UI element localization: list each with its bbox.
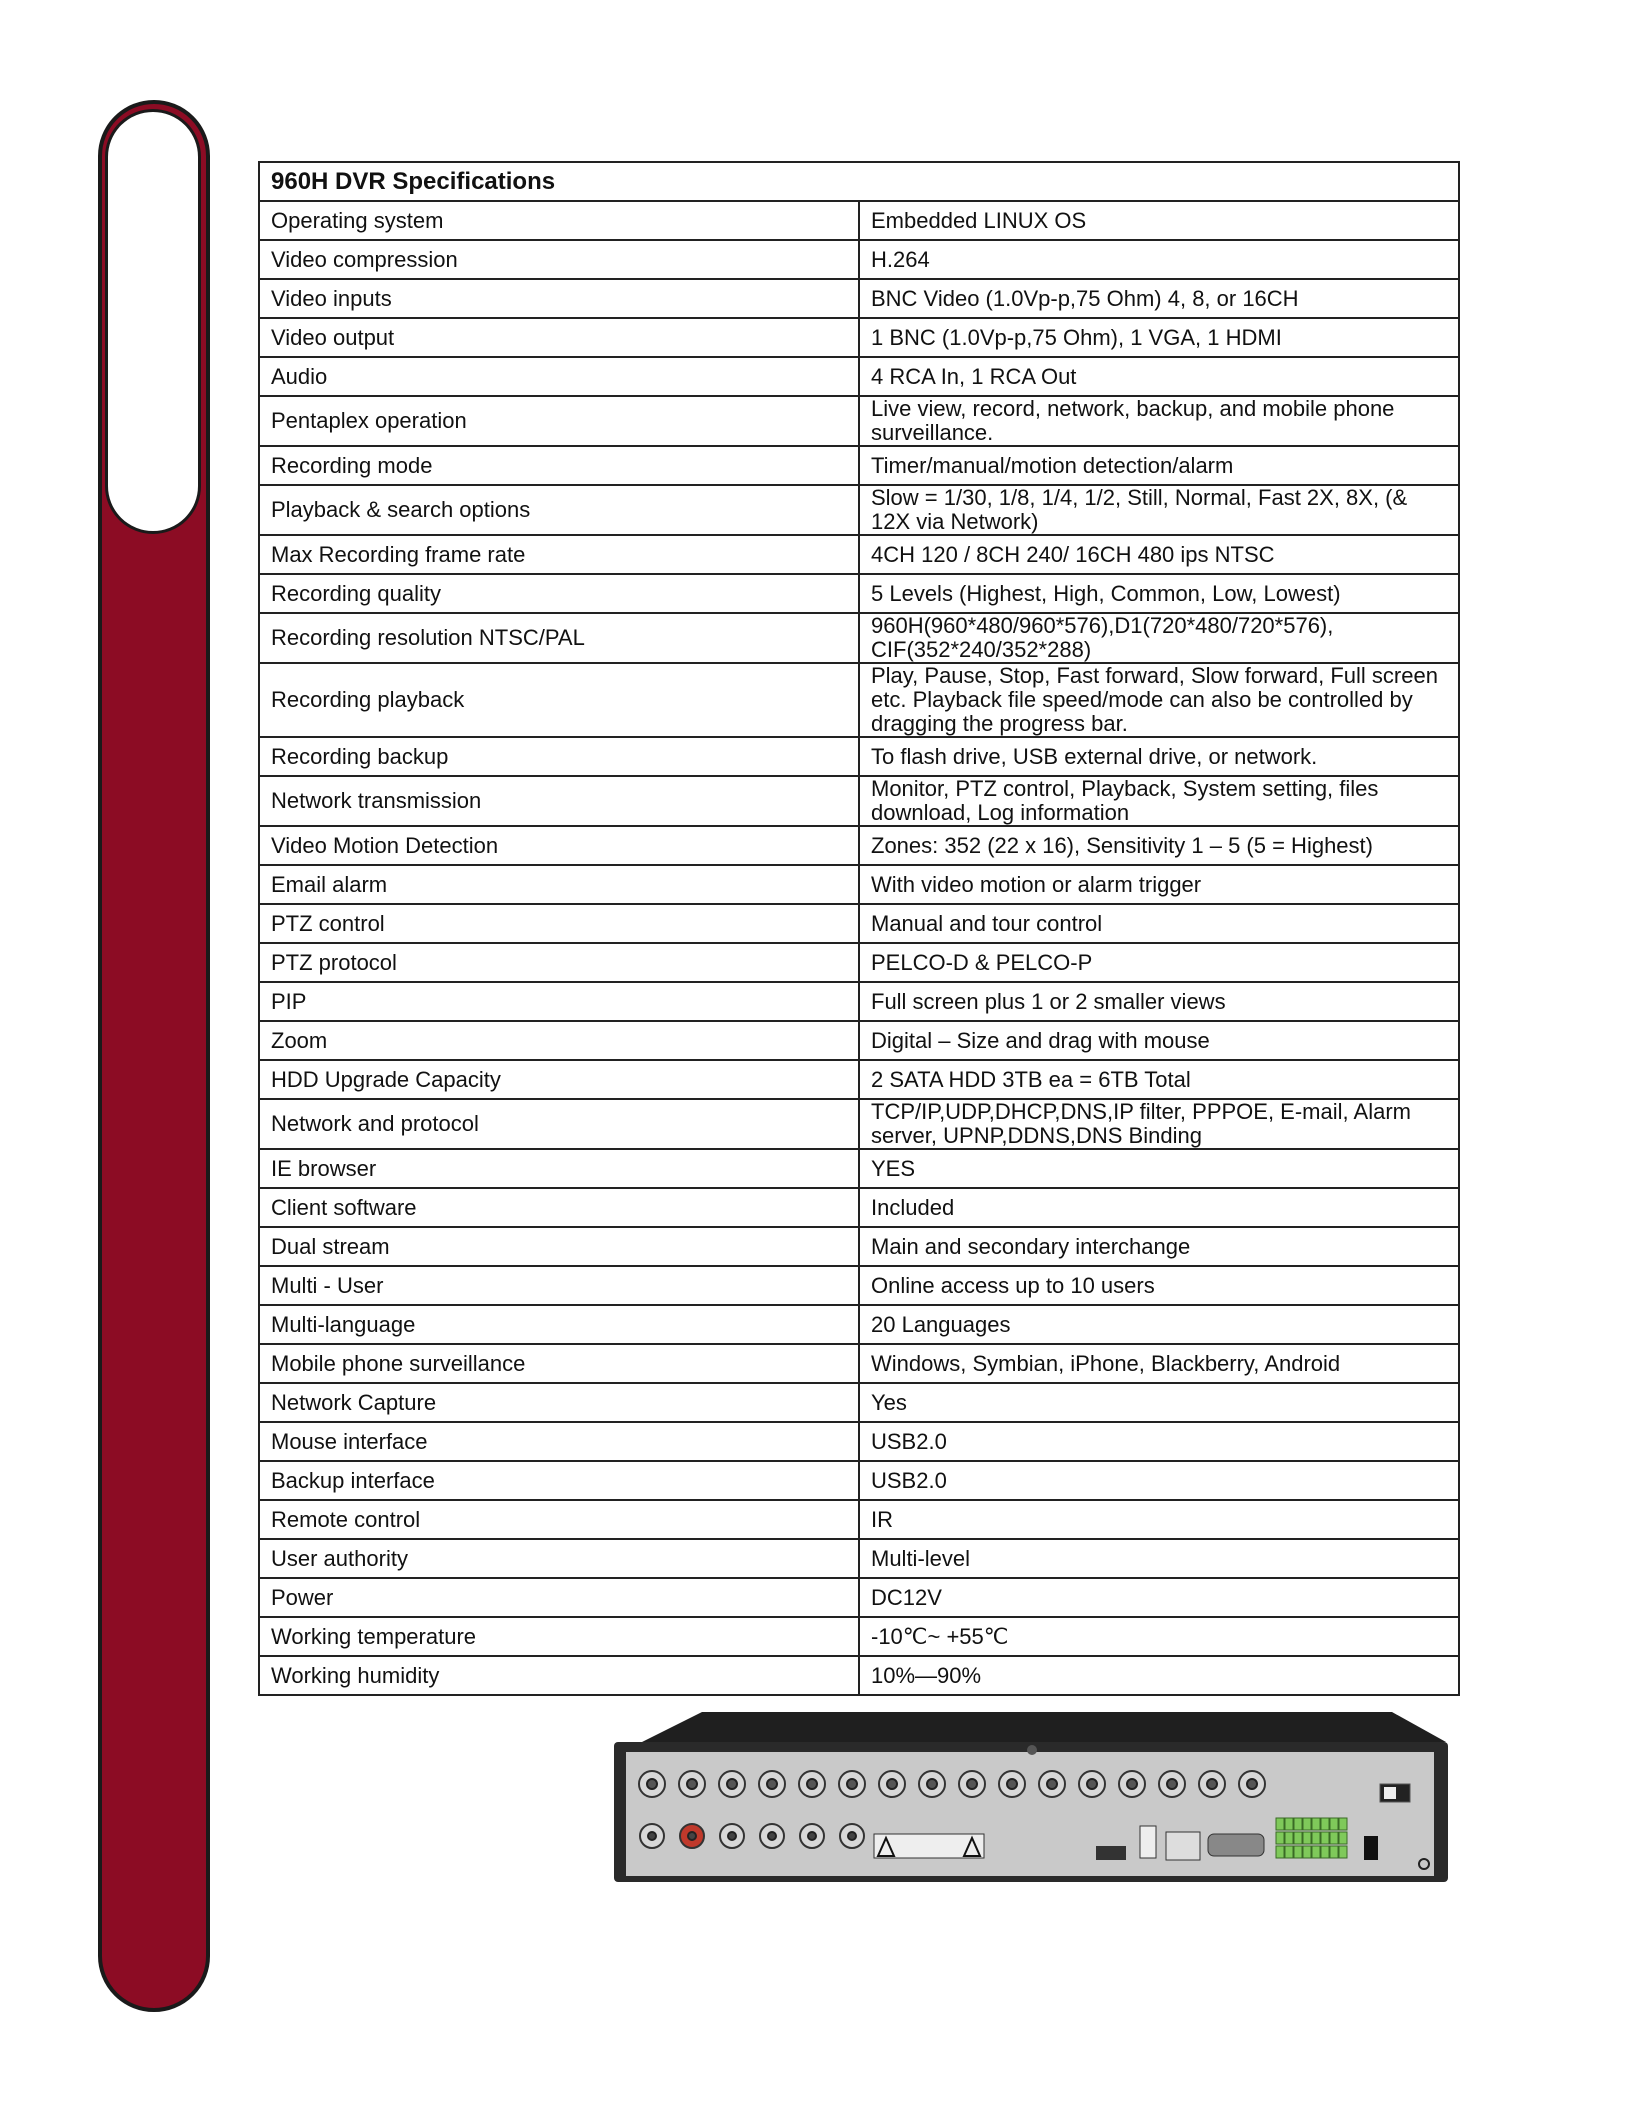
table-row bbox=[259, 574, 1459, 613]
spec-value: Main and secondary interchange bbox=[859, 1227, 1459, 1266]
spec-value: Included bbox=[859, 1188, 1459, 1227]
spec-label: Mobile phone surveillance bbox=[259, 1344, 859, 1383]
table-row bbox=[259, 1149, 1459, 1188]
table-row bbox=[259, 396, 1459, 446]
spec-label: Max Recording frame rate bbox=[259, 535, 859, 574]
spec-value: Online access up to 10 users bbox=[859, 1266, 1459, 1305]
spec-value: Zones: 352 (22 x 16), Sensitivity 1 – 5 (5 = Highest) bbox=[859, 826, 1459, 865]
bnc-connector-pin bbox=[1047, 1779, 1057, 1789]
table-row bbox=[259, 446, 1459, 485]
spec-value: TCP/IP,UDP,DHCP,DNS,IP filter, PPPOE, E-mail, Alarm server, UPNP,DDNS,DNS Binding bbox=[859, 1099, 1459, 1149]
hdmi-port bbox=[1096, 1846, 1126, 1860]
table-row bbox=[259, 1422, 1459, 1461]
vga-port bbox=[1208, 1834, 1264, 1856]
terminal-pin bbox=[1294, 1832, 1302, 1844]
rca-connector-pin bbox=[728, 1832, 736, 1840]
table-row bbox=[259, 485, 1459, 535]
spec-value: Yes bbox=[859, 1383, 1459, 1422]
table-row bbox=[259, 1021, 1459, 1060]
table-row bbox=[259, 737, 1459, 776]
table-row bbox=[259, 826, 1459, 865]
spec-label: Video inputs bbox=[259, 279, 859, 318]
terminal-pin bbox=[1276, 1832, 1284, 1844]
table-row bbox=[259, 663, 1459, 737]
terminal-pin bbox=[1285, 1818, 1293, 1830]
table-row bbox=[259, 1227, 1459, 1266]
lan-port bbox=[1166, 1832, 1200, 1860]
dvr-rear-panel-image bbox=[612, 1708, 1450, 1886]
table-row bbox=[259, 1500, 1459, 1539]
spec-label: Network Capture bbox=[259, 1383, 859, 1422]
table-row bbox=[259, 1188, 1459, 1227]
terminal-pin bbox=[1312, 1846, 1320, 1858]
spec-label: Recording resolution NTSC/PAL bbox=[259, 613, 859, 663]
table-row bbox=[259, 776, 1459, 826]
spec-value: Multi-level bbox=[859, 1539, 1459, 1578]
terminal-pin bbox=[1339, 1818, 1347, 1830]
spec-label: Dual stream bbox=[259, 1227, 859, 1266]
terminal-pin bbox=[1321, 1846, 1329, 1858]
table-row bbox=[259, 1617, 1459, 1656]
usb-port bbox=[1140, 1826, 1156, 1858]
spec-label: PTZ control bbox=[259, 904, 859, 943]
spec-value: Manual and tour control bbox=[859, 904, 1459, 943]
side-bar-window bbox=[105, 109, 201, 534]
spec-label: PIP bbox=[259, 982, 859, 1021]
spec-value: With video motion or alarm trigger bbox=[859, 865, 1459, 904]
spec-label: Working temperature bbox=[259, 1617, 859, 1656]
table-row bbox=[259, 904, 1459, 943]
table-row bbox=[259, 1099, 1459, 1149]
bnc-connector-pin bbox=[927, 1779, 937, 1789]
table-row bbox=[259, 1344, 1459, 1383]
alarm-terminal-block bbox=[1276, 1818, 1347, 1858]
terminal-pin bbox=[1312, 1818, 1320, 1830]
rca-connector-pin bbox=[808, 1832, 816, 1840]
table-row bbox=[259, 535, 1459, 574]
bnc-connector-pin bbox=[1087, 1779, 1097, 1789]
spec-label: Recording backup bbox=[259, 737, 859, 776]
spec-label: Mouse interface bbox=[259, 1422, 859, 1461]
dvr-lid bbox=[642, 1712, 1446, 1742]
spec-value: Full screen plus 1 or 2 smaller views bbox=[859, 982, 1459, 1021]
table-row bbox=[259, 279, 1459, 318]
spec-value: 4CH 120 / 8CH 240/ 16CH 480 ips NTSC bbox=[859, 535, 1459, 574]
table-row bbox=[259, 240, 1459, 279]
table-row bbox=[259, 1539, 1459, 1578]
terminal-pin bbox=[1312, 1832, 1320, 1844]
bnc-connector-pin bbox=[647, 1779, 657, 1789]
terminal-pin bbox=[1330, 1832, 1338, 1844]
table-row bbox=[259, 1578, 1459, 1617]
table-row bbox=[259, 1383, 1459, 1422]
spec-label: Video Motion Detection bbox=[259, 826, 859, 865]
table-row bbox=[259, 1461, 1459, 1500]
bnc-connector-pin bbox=[967, 1779, 977, 1789]
table-row bbox=[259, 943, 1459, 982]
spec-value: 10%—90% bbox=[859, 1656, 1459, 1695]
spec-label: Video output bbox=[259, 318, 859, 357]
terminal-pin bbox=[1321, 1818, 1329, 1830]
spec-value: Monitor, PTZ control, Playback, System setting, files download, Log information bbox=[859, 776, 1459, 826]
table-row bbox=[259, 1266, 1459, 1305]
spec-label: Recording quality bbox=[259, 574, 859, 613]
spec-label: Video compression bbox=[259, 240, 859, 279]
spec-value: 5 Levels (Highest, High, Common, Low, Lowest) bbox=[859, 574, 1459, 613]
table-row bbox=[259, 982, 1459, 1021]
table-row bbox=[259, 613, 1459, 663]
spec-label: Recording mode bbox=[259, 446, 859, 485]
spec-label: Zoom bbox=[259, 1021, 859, 1060]
spec-value: Windows, Symbian, iPhone, Blackberry, Android bbox=[859, 1344, 1459, 1383]
spec-label: Playback & search options bbox=[259, 485, 859, 535]
terminal-pin bbox=[1294, 1846, 1302, 1858]
power-switch-toggle bbox=[1384, 1787, 1396, 1799]
spec-value: 2 SATA HDD 3TB ea = 6TB Total bbox=[859, 1060, 1459, 1099]
spec-label: User authority bbox=[259, 1539, 859, 1578]
spec-value: DC12V bbox=[859, 1578, 1459, 1617]
spec-table bbox=[258, 161, 1460, 1696]
spec-value: H.264 bbox=[859, 240, 1459, 279]
bnc-connector-pin bbox=[1207, 1779, 1217, 1789]
bnc-connector-pin bbox=[847, 1779, 857, 1789]
spec-value: BNC Video (1.0Vp-p,75 Ohm) 4, 8, or 16CH bbox=[859, 279, 1459, 318]
spec-label: Network and protocol bbox=[259, 1099, 859, 1149]
bnc-connector-pin bbox=[1167, 1779, 1177, 1789]
terminal-pin bbox=[1276, 1846, 1284, 1858]
terminal-pin bbox=[1276, 1818, 1284, 1830]
terminal-pin bbox=[1303, 1846, 1311, 1858]
rca-connector-pin bbox=[768, 1832, 776, 1840]
terminal-pin bbox=[1330, 1818, 1338, 1830]
terminal-pin bbox=[1294, 1818, 1302, 1830]
spec-value: Digital – Size and drag with mouse bbox=[859, 1021, 1459, 1060]
spec-label: Working humidity bbox=[259, 1656, 859, 1695]
spec-value: USB2.0 bbox=[859, 1422, 1459, 1461]
spec-label: Operating system bbox=[259, 201, 859, 240]
spec-value: Slow = 1/30, 1/8, 1/4, 1/2, Still, Normal, Fast 2X, 8X, (& 12X via Network) bbox=[859, 485, 1459, 535]
bnc-connector-pin bbox=[767, 1779, 777, 1789]
spec-label: Multi - User bbox=[259, 1266, 859, 1305]
spec-label: HDD Upgrade Capacity bbox=[259, 1060, 859, 1099]
spec-label: Email alarm bbox=[259, 865, 859, 904]
bnc-connector-pin bbox=[687, 1779, 697, 1789]
rca-connector-pin bbox=[688, 1832, 696, 1840]
spec-label: IE browser bbox=[259, 1149, 859, 1188]
terminal-pin bbox=[1285, 1846, 1293, 1858]
rca-connector-pin bbox=[848, 1832, 856, 1840]
spec-value: USB2.0 bbox=[859, 1461, 1459, 1500]
spec-value: PELCO-D & PELCO-P bbox=[859, 943, 1459, 982]
terminal-pin bbox=[1303, 1818, 1311, 1830]
terminal-pin bbox=[1321, 1832, 1329, 1844]
bnc-connector-pin bbox=[1247, 1779, 1257, 1789]
terminal-pin bbox=[1285, 1832, 1293, 1844]
spec-label: Network transmission bbox=[259, 776, 859, 826]
table-row bbox=[259, 357, 1459, 396]
terminal-pin bbox=[1339, 1846, 1347, 1858]
center-screw bbox=[1027, 1745, 1037, 1755]
table-row bbox=[259, 1060, 1459, 1099]
table-row bbox=[259, 1305, 1459, 1344]
spec-label: Client software bbox=[259, 1188, 859, 1227]
table-row bbox=[259, 865, 1459, 904]
rca-connector-pin bbox=[648, 1832, 656, 1840]
terminal-pin bbox=[1339, 1832, 1347, 1844]
spec-label: Multi-language bbox=[259, 1305, 859, 1344]
bnc-connector-pin bbox=[887, 1779, 897, 1789]
spec-value: 960H(960*480/960*576),D1(720*480/720*576), CIF(352*240/352*288) bbox=[859, 613, 1459, 663]
bnc-connector-pin bbox=[1127, 1779, 1137, 1789]
terminal-pin bbox=[1330, 1846, 1338, 1858]
spec-value: IR bbox=[859, 1500, 1459, 1539]
dc-power-jack bbox=[1364, 1836, 1378, 1860]
spec-value: YES bbox=[859, 1149, 1459, 1188]
table-row bbox=[259, 201, 1459, 240]
terminal-pin bbox=[1303, 1832, 1311, 1844]
spec-value: 1 BNC (1.0Vp-p,75 Ohm), 1 VGA, 1 HDMI bbox=[859, 318, 1459, 357]
spec-label: Recording playback bbox=[259, 663, 859, 737]
spec-value: Timer/manual/motion detection/alarm bbox=[859, 446, 1459, 485]
bnc-connector-pin bbox=[727, 1779, 737, 1789]
table-row bbox=[259, 1656, 1459, 1695]
table-row bbox=[259, 318, 1459, 357]
spec-value: Embedded LINUX OS bbox=[859, 201, 1459, 240]
spec-label: Pentaplex operation bbox=[259, 396, 859, 446]
spec-value: Live view, record, network, backup, and mobile phone surveillance. bbox=[859, 396, 1459, 446]
spec-value: 4 RCA In, 1 RCA Out bbox=[859, 357, 1459, 396]
spec-value: Play, Pause, Stop, Fast forward, Slow forward, Full screen etc. Playback file speed/mode can also be controlled by dragging the progress bar. bbox=[859, 663, 1459, 737]
spec-value: To flash drive, USB external drive, or network. bbox=[859, 737, 1459, 776]
spec-label: Backup interface bbox=[259, 1461, 859, 1500]
bnc-connector-pin bbox=[807, 1779, 817, 1789]
spec-label: Power bbox=[259, 1578, 859, 1617]
spec-table-title: 960H DVR Specifications bbox=[259, 162, 1459, 201]
spec-label: Audio bbox=[259, 357, 859, 396]
spec-value: -10℃~ +55℃ bbox=[859, 1617, 1459, 1656]
spec-label: PTZ protocol bbox=[259, 943, 859, 982]
spec-label: Remote control bbox=[259, 1500, 859, 1539]
spec-value: 20 Languages bbox=[859, 1305, 1459, 1344]
bnc-connector-pin bbox=[1007, 1779, 1017, 1789]
